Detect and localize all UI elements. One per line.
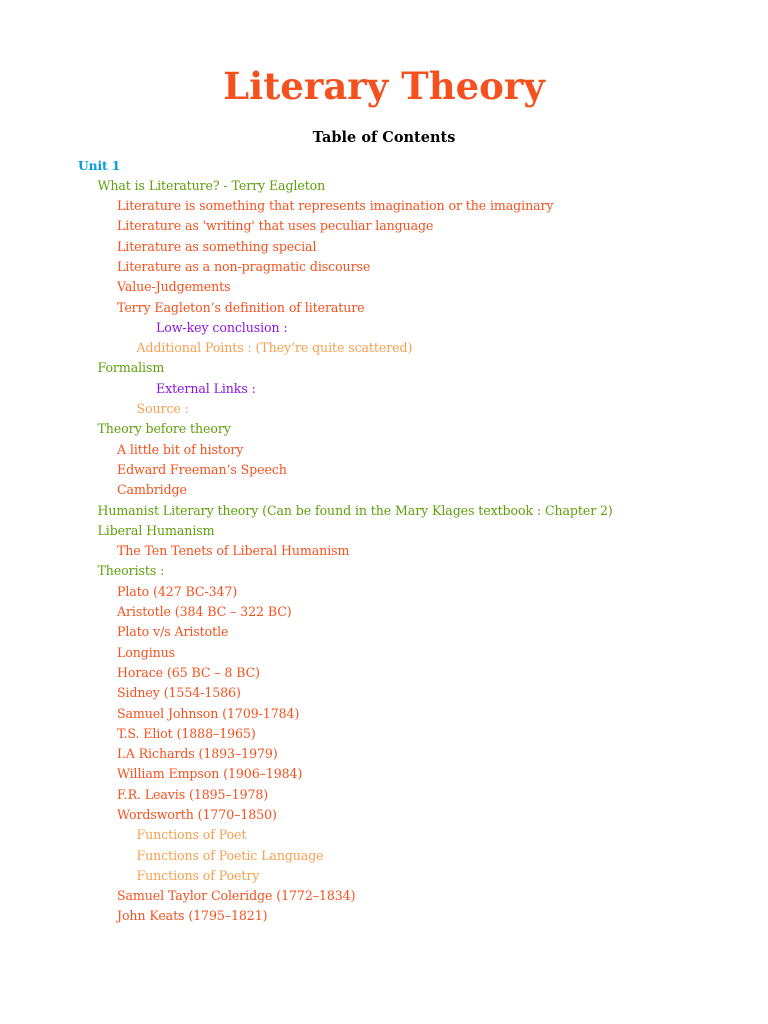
toc-entry[interactable]: F.R. Leavis (1895–1978) <box>117 786 269 802</box>
toc-entry[interactable]: Longinus <box>117 644 176 660</box>
toc-entry[interactable]: Plato v/s Aristotle <box>117 624 229 640</box>
toc-entry[interactable]: Literature as a non-pragmatic discourse <box>117 258 371 274</box>
toc-entry[interactable]: Wordsworth (1770–1850) <box>117 807 277 822</box>
toc-entry[interactable]: Sidney (1554-1586) <box>117 685 241 701</box>
toc-entry[interactable]: Literature as something special <box>117 238 317 254</box>
toc-entry[interactable]: Literature is something that represents imagination or the imaginary <box>117 198 554 214</box>
toc-entry[interactable]: Source : <box>136 401 189 417</box>
toc-entry[interactable]: Cambridge <box>117 482 187 498</box>
toc-entry[interactable]: Theorists : <box>97 563 165 579</box>
toc-entry[interactable]: William Empson (1906–1984) <box>117 766 303 782</box>
toc-entry[interactable]: Low-key conclusion : <box>156 319 288 335</box>
toc-entry[interactable]: A little bit of history <box>117 441 244 457</box>
toc-entry[interactable]: I.A Richards (1893–1979) <box>117 746 278 762</box>
toc-entry[interactable]: Samuel Johnson (1709-1784) <box>117 705 300 721</box>
toc-entry[interactable]: Edward Freeman’s Speech <box>117 461 287 477</box>
toc-entry[interactable]: The Ten Tenets of Liberal Humanism <box>117 543 350 559</box>
toc-entry[interactable]: Aristotle (384 BC – 322 BC) <box>117 604 292 620</box>
toc-entry[interactable]: Functions of Poetry <box>136 867 260 883</box>
toc-entry[interactable]: Unit 1 <box>78 157 121 173</box>
toc-entry[interactable]: Value-Judgements <box>117 279 231 295</box>
document-title: Literary Theory <box>223 64 545 108</box>
table-of-contents <box>0 156 768 927</box>
toc-entry[interactable]: John Keats (1795–1821) <box>117 908 268 924</box>
toc-entry[interactable]: Literature as 'writing' that uses peculiar language <box>117 218 434 234</box>
toc-entry[interactable]: Formalism <box>97 360 165 376</box>
toc-entry[interactable]: Theory before theory <box>97 421 231 437</box>
toc-entry[interactable]: Samuel Taylor Coleridge (1772–1834) <box>117 888 356 904</box>
toc-entry[interactable]: Liberal Humanism <box>97 522 215 538</box>
toc-heading: Table of Contents <box>312 129 456 146</box>
toc-entry[interactable]: External Links : <box>156 380 256 396</box>
toc-entry[interactable]: What is Literature? - Terry Eagleton <box>97 177 326 193</box>
toc-entry[interactable]: Plato (427 BC-347) <box>117 583 238 599</box>
toc-entry[interactable]: Additional Points : (They’re quite scattered) <box>136 340 413 356</box>
toc-entry[interactable]: Functions of Poetic Language <box>136 847 324 863</box>
toc-entry[interactable]: Terry Eagleton’s definition of literature <box>117 299 365 315</box>
toc-entry[interactable]: Horace (65 BC – 8 BC) <box>117 664 260 680</box>
toc-entry[interactable]: T.S. Eliot (1888–1965) <box>117 725 256 741</box>
toc-entry[interactable]: Functions of Poet <box>136 827 247 843</box>
toc-entry[interactable]: Humanist Literary theory (Can be found in the Mary Klages textbook : Chapter 2) <box>97 502 613 518</box>
